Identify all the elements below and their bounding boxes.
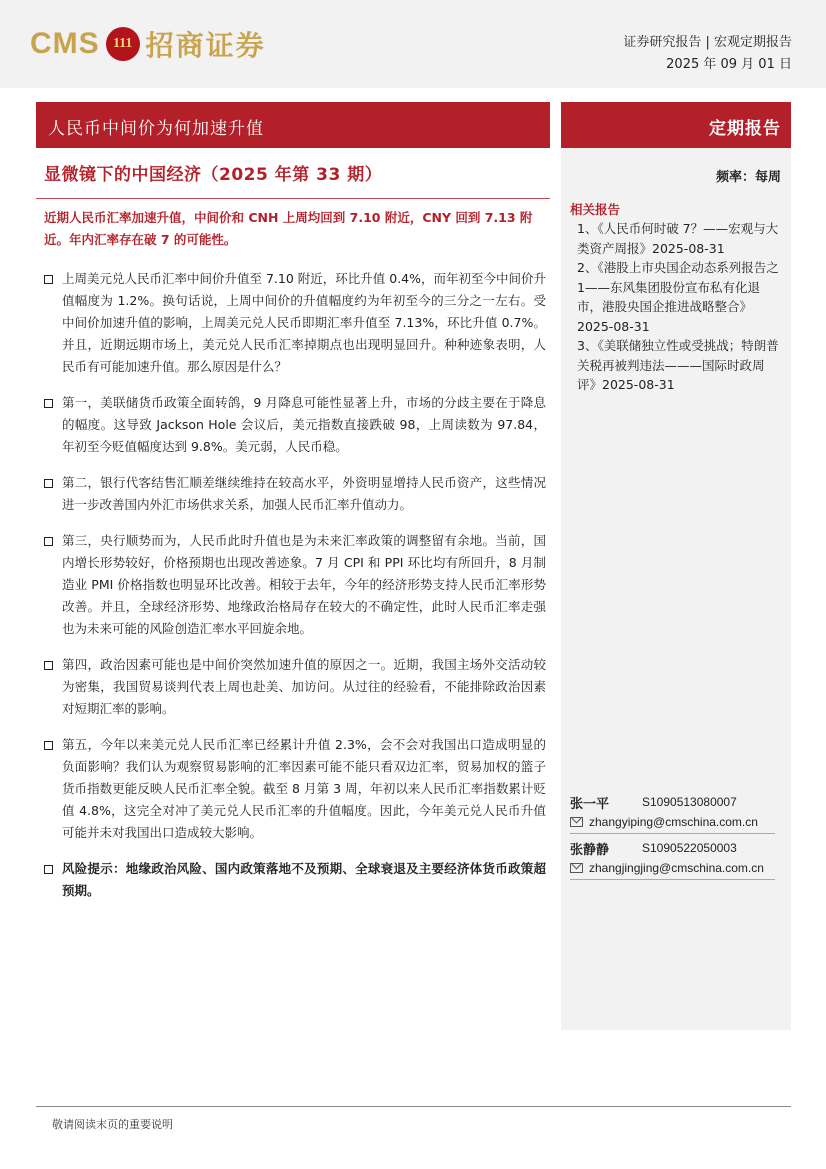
analyst-email[interactable]: zhangjingjing@cmschina.com.cn <box>589 861 764 875</box>
body-column <box>44 268 546 916</box>
related-reports-title: 相关报告 <box>570 202 621 217</box>
body-paragraph: 第四，政治因素可能也是中间价突然加速升值的原因之一。近期，我国主场外交活动较为密集，我国贸易谈判代表上周也赴美、加访问。从过往的经验看，不能排除政治因素对短期汇率的影响。 <box>44 654 546 720</box>
body-paragraph: 第二，银行代客结售汇顺差继续维持在较高水平，外资明显增持人民币资产，这些情况进一步改善国内外汇市场供求关系，加强人民币汇率升值动力。 <box>44 472 546 516</box>
related-report-item[interactable]: 2、《港股上市央国企动态系列报告之 1——东风集团股份宣布私有化退市，港股央国企推进战略整合》2025-08-31 <box>577 260 779 334</box>
analyst-divider <box>570 833 775 834</box>
logo-chinese-text: 招商证券 <box>145 29 266 62</box>
summary-text: 近期人民币汇率加速升值，中间价和 CNH 上周均回到 7.10 附近，CNY 回到 7.13 附近。年内汇率存在破 7 的可能性。 <box>44 210 533 247</box>
analyst-name: 张一平 <box>570 796 610 812</box>
related-reports-list <box>577 219 779 395</box>
side-band <box>561 102 791 148</box>
sub-title-divider <box>36 198 550 199</box>
report-category: 定期报告 <box>709 119 781 139</box>
logo-mark-icon: 111 <box>106 27 140 61</box>
analyst-divider <box>570 879 775 880</box>
email-icon <box>570 817 583 827</box>
report-type: 证券研究报告 | 宏观定期报告 <box>623 35 792 50</box>
risk-warning: 风险提示：地缘政治风险、国内政策落地不及预期、全球衰退及主要经济体货币政策超预期。 <box>44 858 546 902</box>
body-paragraph: 第三，央行顺势而为，人民币此时升值也是为未来汇率政策的调整留有余地。当前，国内增长形势较好，价格预期也出现改善迹象。7 月 CPI 和 PPI 环比均有所回升，8 月制造业 PMI 价格指数也明显环比改善。相较于去年，今年的经济形势支持人民币汇率形势改善。并且，全球经济形势、地缘政治格局存在较大的不确定性，此时人民币汇率走强也为未来可能的风险创造汇率水平回旋余地。 <box>44 530 546 640</box>
sub-title: 显微镜下的中国经济（2025 年第 33 期） <box>44 165 383 185</box>
body-paragraph: 第一，美联储货币政策全面转鸽，9 月降息可能性显著上升，市场的分歧主要在于降息的幅度。这导致 Jackson Hole 会议后，美元指数直接跌破 98，上周读数为 97.84，年初至今贬值幅度达到 9.8%。美元弱，人民币稳。 <box>44 392 546 458</box>
header-bar <box>0 0 826 88</box>
body-paragraph: 上周美元兑人民币汇率中间价升值至 7.10 附近，环比升值 0.4%，而年初至今中间价升值幅度为 1.2%。换句话说，上周中间价的升值幅度约为年初至今的三分之一左右。受中间价加速升值的影响，上周美元兑人民币即期汇率升值至 7.13%，环比升值 0.7%。并且，近期远期市场上，美元兑人民币汇率掉期点也出现明显回升。种种迹象表明，人民币有可能加速升值。那么原因是什么？ <box>44 268 546 378</box>
related-report-item[interactable]: 3、《美联储独立性或受挑战；特朗普关税再被判违法———国际时政周评》2025-08-31 <box>577 338 779 392</box>
analyst-email[interactable]: zhangyiping@cmschina.com.cn <box>589 815 758 829</box>
footer-divider <box>36 1106 791 1107</box>
analyst-card <box>570 838 785 880</box>
related-report-item[interactable]: 1、《人民币何时破 7？——宏观与大类资产周报》2025-08-31 <box>577 221 779 256</box>
title-band <box>36 102 550 148</box>
analyst-name: 张静静 <box>570 842 610 858</box>
analyst-license-id: S1090522050003 <box>642 841 737 855</box>
header-meta <box>623 32 792 76</box>
body-paragraph: 第五，今年以来美元兑人民币汇率已经累计升值 2.3%，会不会对我国出口造成明显的负面影响？我们认为观察贸易影响的汇率因素可能不能只看双边汇率，贸易加权的篮子货币指数更能反映人民币汇率全貌。截至 8 月第 3 周，年初以来人民币汇率指数累计贬值 4.8%，这完全对冲了美元兑人民币汇率的升值幅度。因此，今年美元兑人民币升值可能并未对我国出口造成较大影响。 <box>44 734 546 844</box>
analyst-license-id: S1090513080007 <box>642 795 737 809</box>
cms-logo <box>30 24 266 64</box>
analyst-list <box>570 792 785 884</box>
frequency-label: 频率：每周 <box>715 170 781 185</box>
report-date: 2025 年 09 月 01 日 <box>666 57 792 72</box>
footer-note: 敬请阅读末页的重要说明 <box>52 1118 173 1131</box>
analyst-card <box>570 792 785 834</box>
sidebar <box>561 148 791 1030</box>
email-icon <box>570 863 583 873</box>
report-title: 人民币中间价为何加速升值 <box>48 119 264 139</box>
logo-cms-text: CMS <box>30 27 100 60</box>
